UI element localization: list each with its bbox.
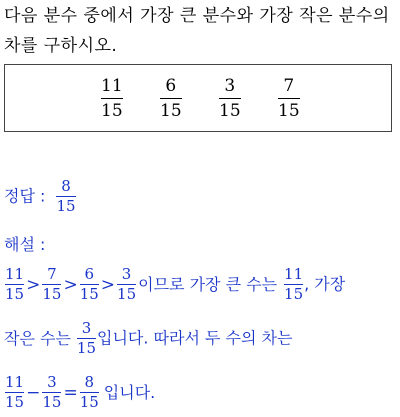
fraction-bar xyxy=(278,98,300,99)
numerator: 7 xyxy=(283,76,295,96)
box-fraction xyxy=(219,76,241,121)
denominator: 15 xyxy=(101,101,123,121)
numerator: 11 xyxy=(101,76,123,96)
fraction xyxy=(80,374,99,411)
explanation-text: 입니다. xyxy=(103,382,156,402)
denominator: 15 xyxy=(5,285,25,303)
explanation-row-2 xyxy=(4,320,292,357)
numerator: 6 xyxy=(165,76,177,96)
numerator: 8 xyxy=(84,373,94,391)
explanation-text: 이므로 가장 큰 수는 xyxy=(138,274,278,294)
denominator: 15 xyxy=(56,197,76,215)
denominator: 15 xyxy=(79,285,99,303)
minus-sign: − xyxy=(26,382,41,403)
explanation-text: , 가장 xyxy=(304,274,346,294)
box-fraction xyxy=(101,76,123,121)
explanation-text: 작은 수는 xyxy=(4,328,71,348)
denominator: 15 xyxy=(5,393,25,411)
fraction xyxy=(80,266,99,303)
fraction-bar xyxy=(160,98,182,99)
denominator: 15 xyxy=(42,285,62,303)
numerator: 6 xyxy=(84,265,94,283)
explanation-row-1 xyxy=(4,266,345,303)
denominator: 15 xyxy=(219,101,241,121)
answer-label: 정답 : xyxy=(4,186,46,206)
numerator: 11 xyxy=(284,265,304,283)
numerator: 11 xyxy=(5,265,25,283)
numerator: 3 xyxy=(81,319,92,337)
numerator: 7 xyxy=(47,265,57,283)
numerator: 8 xyxy=(61,177,71,195)
denominator: 15 xyxy=(278,101,300,121)
explanation-label: 해설 : xyxy=(4,235,46,254)
fraction xyxy=(117,266,136,303)
fraction xyxy=(5,374,24,411)
numerator: 11 xyxy=(5,373,25,391)
fraction-bar xyxy=(101,98,123,99)
denominator: 15 xyxy=(42,393,62,411)
numerator: 3 xyxy=(47,373,57,391)
fraction xyxy=(284,266,303,303)
denominator: 15 xyxy=(76,339,97,357)
fraction xyxy=(5,266,24,303)
numerator: 3 xyxy=(121,265,132,283)
denominator: 15 xyxy=(160,101,182,121)
answer-line xyxy=(4,178,77,215)
answer-fraction xyxy=(56,178,75,215)
fraction xyxy=(77,320,96,357)
denominator: 15 xyxy=(79,393,99,411)
fraction-box xyxy=(4,64,392,132)
denominator: 15 xyxy=(284,285,304,303)
question-line-2: 차를 구하시오. xyxy=(4,36,118,56)
fraction-bar xyxy=(219,98,241,99)
greater-than-sign: > xyxy=(26,274,41,295)
numerator: 3 xyxy=(224,76,236,96)
explanation-row-3 xyxy=(4,374,155,411)
fraction xyxy=(42,266,61,303)
equals-sign: = xyxy=(63,382,78,403)
explanation-text: 입니다. 따라서 두 수의 차는 xyxy=(97,328,293,348)
box-fraction xyxy=(160,76,182,121)
box-fraction xyxy=(278,76,300,121)
greater-than-sign: > xyxy=(63,274,78,295)
fraction xyxy=(42,374,61,411)
greater-than-sign: > xyxy=(100,274,116,295)
question-line-1: 다음 분수 중에서 가장 큰 분수와 가장 작은 분수의 xyxy=(4,6,390,26)
denominator: 15 xyxy=(117,285,137,303)
